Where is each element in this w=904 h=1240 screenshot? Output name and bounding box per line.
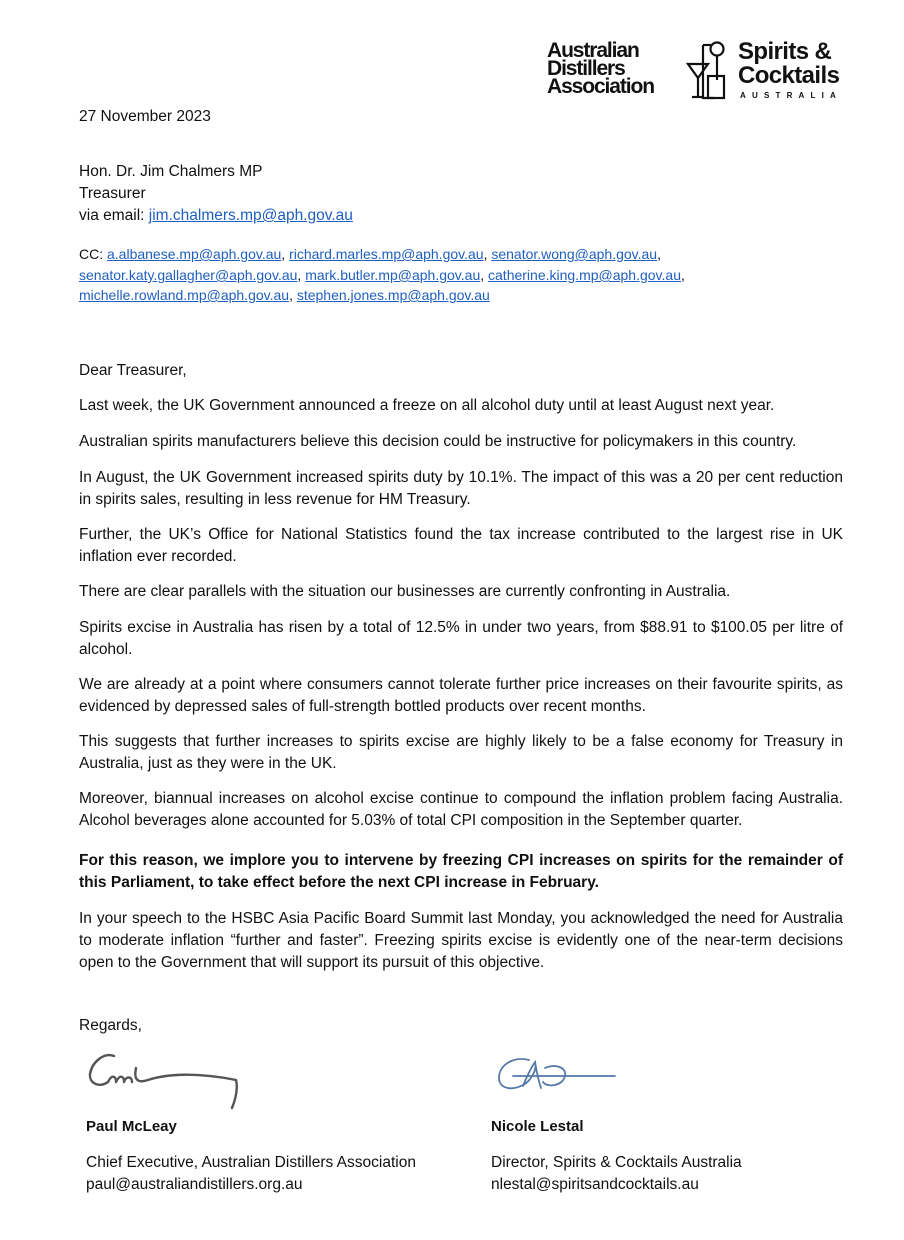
cc-email-link[interactable]: mark.butler.mp@aph.gov.au [305, 267, 481, 283]
signature-nicole-lestal [495, 1054, 635, 1104]
cc-label: CC: [79, 246, 107, 262]
cc-email-link[interactable]: senator.katy.gallagher@aph.gov.au [79, 267, 298, 283]
body-paragraph: Further, the UK’s Office for National Statistics found the tax increase contributed to the largest rise in UK inflation ever recorded. [79, 526, 843, 565]
cc-email-link[interactable]: stephen.jones.mp@aph.gov.au [296, 287, 490, 303]
signatory-name: Nicole Lestal [491, 1118, 584, 1135]
logo-ada-line: Distillers [547, 57, 625, 80]
recipient-name: Hon. Dr. Jim Chalmers MP [79, 163, 263, 180]
signatory-name: Paul McLeay [86, 1118, 177, 1135]
body-paragraph: In your speech to the HSBC Asia Pacific Board Summit last Monday, you acknowledged the need for Australia to moderate inflation “further and faster”. Freezing spirits excise is evidently one of the near-term decisions open to the Government that will support its pursuit of this objective. [79, 910, 843, 971]
logo-ada-line: Association [547, 75, 654, 98]
body-paragraph: In August, the UK Government increased spirits duty by 10.1%. The impact of this was a 20 per cent reduction in spirits sales, resulting in less revenue for HM Treasury. [79, 469, 843, 508]
body-paragraph: Moreover, biannual increases on alcohol excise continue to compound the inflation problem facing Australia. Alcohol beverages alone accounted for 5.03% of total CPI composition in the September quarter. [79, 790, 843, 829]
body-paragraph: We are already at a point where consumers cannot tolerate further price increases on their favourite spirits, as evidenced by depressed sales of full-strength bottled products over recent months. [79, 676, 843, 715]
cc-line-3: michelle.rowland.mp@aph.gov.au, stephen.jones.mp@aph.gov.au [79, 287, 490, 303]
cc-email-link[interactable]: senator.wong@aph.gov.au [491, 246, 658, 262]
logo-sca-line1: Spirits & [738, 38, 832, 65]
signatory-role: Director, Spirits & Cocktails Australia [491, 1154, 742, 1171]
body-paragraph: There are clear parallels with the situation our businesses are currently confronting in Australia. [79, 583, 731, 600]
salutation: Dear Treasurer, [79, 362, 187, 379]
body-paragraph: Australian spirits manufacturers believe this decision could be instructive for policymakers in this country. [79, 433, 797, 450]
cc-line-1: CC: a.albanese.mp@aph.gov.au, richard.marles.mp@aph.gov.au, senator.wong@aph.gov.au, [79, 246, 661, 262]
recipient-email-line [79, 205, 353, 227]
signatory-role: Chief Executive, Australian Distillers Association [86, 1154, 416, 1171]
cc-email-link[interactable]: michelle.rowland.mp@aph.gov.au [79, 287, 290, 303]
australian-distillers-association-logo [547, 39, 672, 98]
via-email-label: via email: [79, 207, 149, 224]
logo-sca-subtitle: AUSTRALIA [740, 91, 843, 100]
closing: Regards, [79, 1017, 142, 1034]
signatory-email: paul@australiandistillers.org.au [86, 1176, 303, 1193]
signatory-email: nlestal@spiritsandcocktails.au [491, 1176, 699, 1193]
recipient-email-link[interactable]: jim.chalmers.mp@aph.gov.au [148, 207, 353, 224]
letter-date: 27 November 2023 [79, 108, 211, 125]
cc-email-link[interactable]: catherine.king.mp@aph.gov.au [488, 267, 681, 283]
logo-sca-wordmark [738, 40, 839, 88]
cc-email-link[interactable]: richard.marles.mp@aph.gov.au [289, 246, 484, 262]
signature-paul-mcleay [86, 1048, 246, 1118]
cc-email-link[interactable]: a.albanese.mp@aph.gov.au [107, 246, 282, 262]
body-paragraph: Last week, the UK Government announced a freeze on all alcohol duty until at least August next year. [79, 397, 775, 414]
body-paragraph: This suggests that further increases to spirits excise are highly likely to be a false economy for Treasury in Australia, just as they were in the UK. [79, 733, 843, 772]
logo-ada-line: Australian [547, 39, 639, 62]
request-paragraph: For this reason, we implore you to intervene by freezing CPI increases on spirits for the remainder of this Parliament, to take effect before the next CPI increase in February. [79, 852, 843, 891]
spirits-cocktails-australia-logo [686, 40, 866, 104]
recipient-title: Treasurer [79, 185, 146, 202]
body-paragraph: Spirits excise in Australia has risen by a total of 12.5% in under two years, from $88.91 to $100.05 per litre of alcohol. [79, 619, 843, 658]
cc-line-2: senator.katy.gallagher@aph.gov.au, mark.butler.mp@aph.gov.au, catherine.king.mp@aph.gov.au, [79, 267, 685, 283]
logo-sca-line2: Cocktails [738, 62, 840, 89]
cocktail-glass-icon [686, 40, 738, 104]
